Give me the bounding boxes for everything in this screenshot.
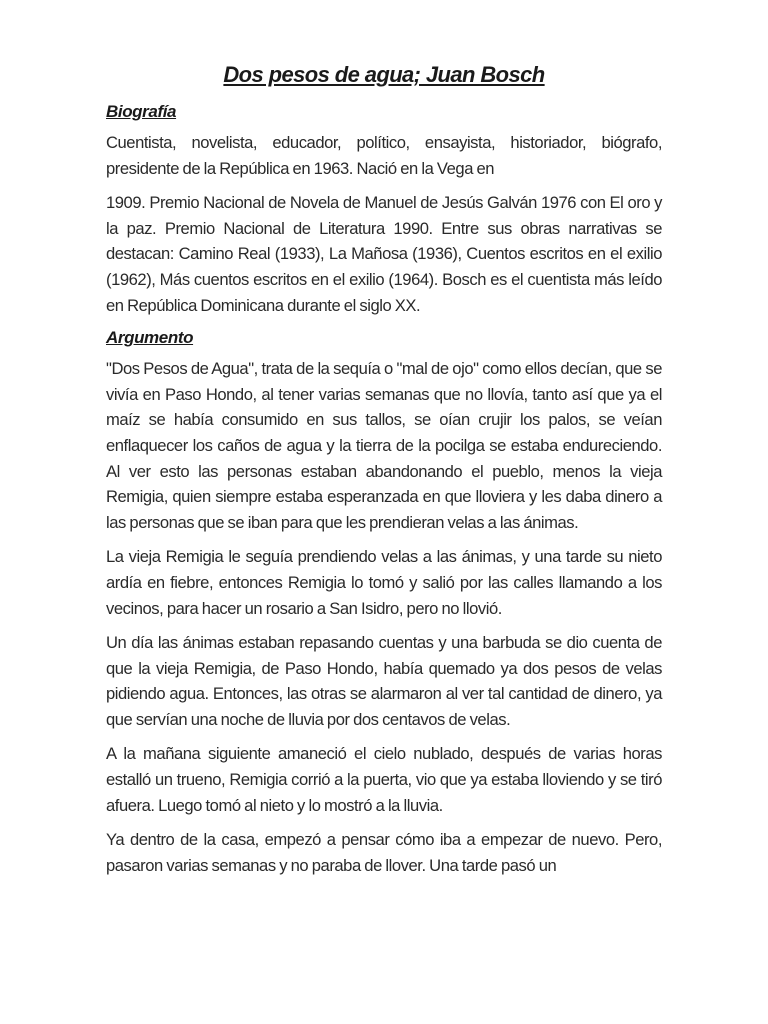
paragraph: Un día las ánimas estaban repasando cuentas y una barbuda se dio cuenta de que la vieja Remigia, de Paso Hondo, había quemado ya dos pesos de velas pidiendo agua. Entonces, las otras se alarmaron al ver tal cantidad de dinero, ya que servían una noche de lluvia por dos centavos de velas. xyxy=(106,633,662,729)
section-heading-biografia: Biografía xyxy=(106,102,177,121)
section-heading-argumento: Argumento xyxy=(106,328,194,348)
paragraph: "Dos Pesos de Agua", trata de la sequía o "mal de ojo" como ellos decían, que se vivía en Paso Hondo, al tener varias semanas que no llovía, tanto así que ya el maíz se había consumido en sus tallos, se oían crujir los palos, se veían enflaquecer los caños de agua y la tierra de la pocilga se estaba endureciendo. Al ver esto las personas estaban abandonando el pueblo, menos la vieja Remigia, quien siempre estaba esperanzada en que lloviera y les daba dinero a las personas que se iban para que les prendieran velas a las ánimas. xyxy=(106,359,662,532)
paragraph: A la mañana siguiente amaneció el cielo nublado, después de varias horas estalló un trueno, Remigia corrió a la puerta, vio que ya estaba lloviendo y se tiró afuera. Luego tomó al nieto y lo mostró a la lluvia. xyxy=(106,744,662,815)
paragraph: 1909. Premio Nacional de Novela de Manuel de Jesús Galván 1976 con El oro y la paz. Premio Nacional de Literatura 1990. Entre sus obras narrativas se destacan: Camino Real (1933), La Mañosa (1936), Cuentos escritos en el exilio (1962), Más cuentos escritos en el exilio (1964). Bosch es el cuentista más leído en República Dominicana durante el siglo XX. xyxy=(106,193,662,315)
paragraph: La vieja Remigia le seguía prendiendo velas a las ánimas, y una tarde su nieto ardía en fiebre, entonces Remigia lo tomó y salió por las calles llamando a los vecinos, para hacer un rosario a San Isidro, pero no llovió. xyxy=(106,547,662,618)
paragraph: Cuentista, novelista, educador, político, ensayista, historiador, biógrafo, presidente de la República en 1963. Nació en la Vega en xyxy=(106,133,662,178)
document-title: Dos pesos de agua; Juan Bosch xyxy=(223,62,545,87)
paragraph: Ya dentro de la casa, empezó a pensar cómo iba a empezar de nuevo. Pero, pasaron varias semanas y no paraba de llover. Una tarde pasó un xyxy=(106,830,662,875)
